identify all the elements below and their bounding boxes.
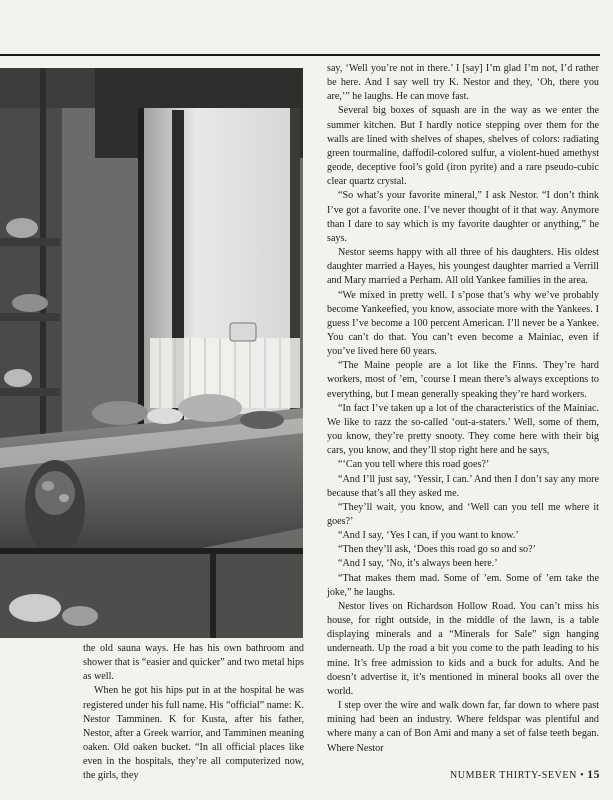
paragraph: “So what’s your favorite mineral,” I ask Nestor. “I don’t think I’ve got a favorite one. I’ve never thought of it that way. Anymore than I dare to say which is my favorite daughter or anything,” he says.	[327, 190, 599, 244]
page-number: 15	[587, 769, 600, 781]
paragraph: I step over the wire and walk down far, far down to where past mining had been an industry. Where feldspar was plentiful and where many a can of Bon Ami and many a set of false teeth began. Where Nestor	[327, 700, 599, 754]
paragraph: “The Maine people are a lot like the Finns. They’re hard workers, most of ’em, ’course I mean there’s always exceptions to everything, but I mean generally speaking they’re hard workers.	[327, 360, 599, 400]
paragraph: When he got his hips put in at the hospital he was registered under his full name. His “official” name: K. Nestor Tamminen. K for Kusta, after his father, Nestor, after a Greek warrior, and Tamminen meaning oaken. Old oaken bucket. “In all official places like even in the hospitals, they’re all computerized now, the girls, they	[83, 685, 304, 782]
paragraph: “They’ll wait, you know, and ‘Well can you tell me where it goes?’	[327, 501, 599, 527]
left-text-column	[83, 642, 304, 784]
page-footer	[404, 769, 600, 781]
top-rule	[0, 54, 600, 56]
paragraph: Nestor seems happy with all three of his daughters. His oldest daughter married a Hayes, his youngest daughter married a Verrill and Mary married a Perham. All old Yankee families in the area.	[327, 247, 599, 287]
paragraph: “Then they’ll ask, ‘Does this road go so and so?’	[338, 544, 536, 556]
paragraph: Nestor lives on Richardson Hollow Road. You can’t miss his house, for right outside, in the middle of the lawn, is a table displaying minerals and a “Minerals for Sale” sign hanging underneath. Up the road a bit you come to the path leading to his mine. It’s free admission to kids and a buck for adults. And he doesn’t advertise it, it’s mentioned in mineral books all over the world.	[327, 600, 599, 697]
right-text-column	[327, 62, 599, 756]
paragraph: “That makes them mad. Some of ’em. Some of ’em take the joke,” he laughs.	[327, 572, 599, 598]
paragraph: “And I say, ‘No, it’s always been here.’	[338, 558, 498, 570]
paragraph: “And I’ll just say, ‘Yessir, I can.’ And then I don’t say any more because that’s all they asked me.	[327, 473, 599, 499]
paragraph: “‘Can you tell where this road goes?’	[338, 459, 490, 471]
mineral-window-photo	[0, 68, 303, 638]
paragraph: the old sauna ways. He has his own bathroom and shower that is “easier and quicker” and two metal hips as well.	[83, 643, 304, 683]
footer-bullet: •	[580, 770, 585, 781]
paragraph: “And I say, ‘Yes I can, if you want to know.’	[338, 530, 519, 542]
paragraph: “In fact I’ve taken up a lot of the characteristics of the Mainiac. We like to razz the so-called ‘out-a-staters.’ Well, some of them, you know, they’re pretty snooty. They come here with their big cars, you know, and they’ll stop right here and he says,	[327, 402, 599, 457]
issue-label: NUMBER THIRTY-SEVEN	[449, 770, 577, 781]
paragraph: say, ‘Well you’re not in there.’ I [say] I’m glad I’m not, I’d rather be here. And I say well try K. Nestor and they, ‘Oh, there you are,’” he laughs. He can move fast.	[327, 63, 599, 103]
paragraph: Several big boxes of squash are in the way as we enter the summer kitchen. But I hardly notice stepping over them for the walls are lined with shelves of shapes, shelves of colors: radiating green tourmaline, daffodil-colored sulfur, a violent-hued amethyst geode, deceptive fool’s gold (iron pyrite) and a rare pseudo-cubic clear quartz crystal.	[327, 105, 599, 188]
paragraph: “We mixed in pretty well. I s’pose that’s why we’ve probably become Yankeefied, you know, associate more with the Yankees. I guess I’ve become a 100 percent American. I’ll never be a Yankee. You can’t do that. You can’t even become a Mainiac, even if you’ve lived here 60 years.	[327, 289, 599, 358]
